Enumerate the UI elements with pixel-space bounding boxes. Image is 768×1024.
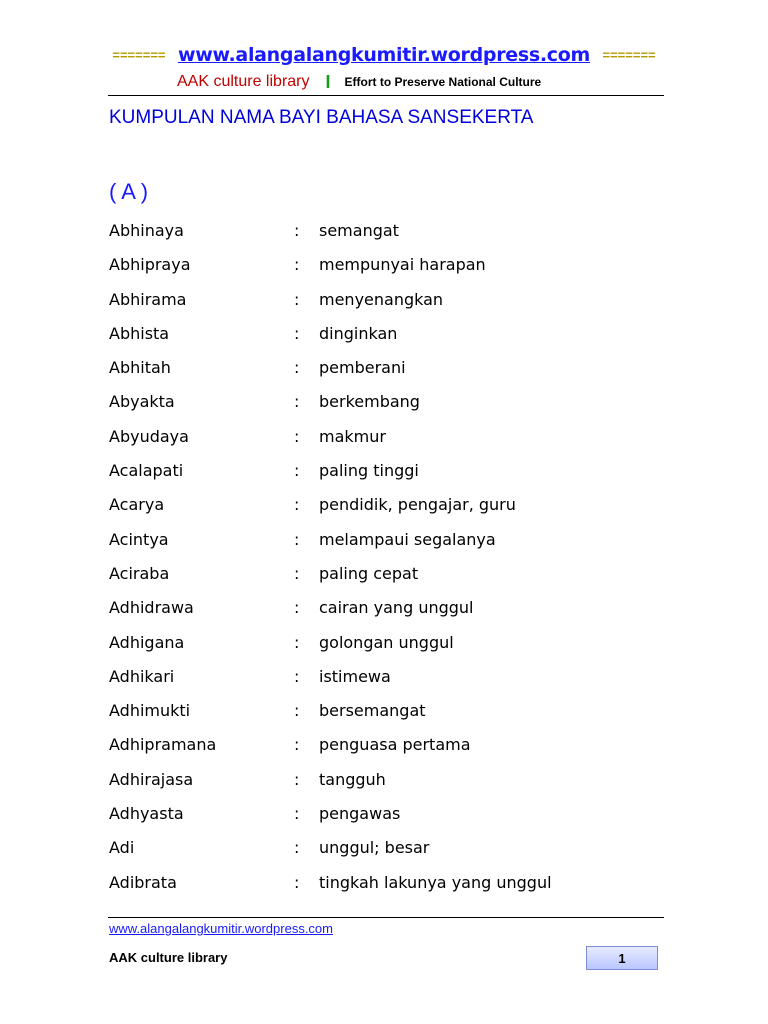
entry-meaning: unggul; besar [319,838,430,858]
list-item [109,355,669,389]
entry-colon: : [294,872,300,892]
footer-divider [108,917,664,918]
list-item [109,767,669,801]
header-decoration-right: ======= [602,47,656,63]
entry-colon: : [294,598,300,618]
list-item [109,458,669,492]
list-item [109,218,669,252]
list-item [109,698,669,732]
entry-name: Adhyasta [109,804,184,824]
entry-colon: : [294,701,300,721]
entry-name: Acintya [109,529,169,549]
entry-colon: : [294,495,300,515]
list-item [109,424,669,458]
entry-name: Abyakta [109,392,175,412]
entry-meaning: dinginkan [319,323,398,343]
entry-meaning: tingkah lakunya yang unggul [319,872,552,892]
list-item [109,801,669,835]
header-tagline: Effort to Preserve National Culture [344,75,542,89]
list-item [109,492,669,526]
entry-name: Abhirama [109,289,187,309]
header-site-link[interactable]: www.alangalangkumitir.wordpress.com [177,44,591,66]
entry-meaning: istimewa [319,666,391,686]
entry-meaning: paling cepat [319,563,419,583]
entry-name: Abyudaya [109,426,189,446]
entry-meaning: melampaui segalanya [319,529,496,549]
entry-name: Abhitah [109,358,171,378]
entry-colon: : [294,426,300,446]
list-item [109,252,669,286]
list-item [109,595,669,629]
entry-colon: : [294,666,300,686]
list-item [109,835,669,869]
entry-name: Abhipraya [109,255,191,275]
entry-meaning: bersemangat [319,701,426,721]
page-number-box [586,946,658,970]
entry-name: Adhidrawa [109,598,194,618]
entry-name: Acarya [109,495,165,515]
list-item [109,389,669,423]
list-item [109,561,669,595]
entry-name: Aciraba [109,563,170,583]
entry-meaning: penguasa pertama [319,735,471,755]
entry-colon: : [294,529,300,549]
entry-meaning: pengawas [319,804,401,824]
entry-meaning: pendidik, pengajar, guru [319,495,516,515]
entry-meaning: golongan unggul [319,632,454,652]
entry-name: Adhimukti [109,701,191,721]
entry-meaning: cairan yang unggul [319,598,474,618]
page-header [0,44,768,66]
header-divider [108,95,664,96]
entry-name: Adhigana [109,632,185,652]
list-item [109,321,669,355]
list-item [109,630,669,664]
entry-meaning: semangat [319,221,399,240]
entry-colon: : [294,563,300,583]
entry-name: Adi [109,838,135,858]
entry-colon: : [294,632,300,652]
entry-meaning: menyenangkan [319,289,444,309]
header-subtitle [177,70,541,94]
entry-colon: : [294,289,300,309]
entry-colon: : [294,735,300,755]
entry-meaning: pemberani [319,358,406,378]
header-separator: I [325,71,331,92]
footer-library-name: AAK culture library [109,950,228,965]
entry-name: Adhipramana [109,735,217,755]
entry-colon: : [294,838,300,858]
entry-meaning: tangguh [319,769,386,789]
library-name: AAK culture library [177,73,310,90]
section-heading: ( A ) [109,179,149,204]
entry-meaning: mempunyai harapan [319,255,486,275]
entry-colon: : [294,255,300,275]
entry-colon: : [294,461,300,481]
list-item [109,870,669,904]
list-item [109,527,669,561]
entry-name: Adibrata [109,872,177,892]
entry-name: Abhinaya [109,221,184,240]
list-item [109,287,669,321]
entry-colon: : [294,804,300,824]
entry-meaning: paling tinggi [319,461,419,481]
entry-colon: : [294,769,300,789]
entry-colon: : [294,323,300,343]
entry-colon: : [294,392,300,412]
header-decoration-left: ======= [112,47,166,63]
list-item [109,732,669,766]
entry-colon: : [294,221,300,240]
entry-colon: : [294,358,300,378]
entry-name: Adhirajasa [109,769,194,789]
entry-meaning: berkembang [319,392,420,412]
entry-meaning: makmur [319,426,386,446]
entry-name: Adhikari [109,666,175,686]
document-title: KUMPULAN NAMA BAYI BAHASA SANSEKERTA [109,107,534,128]
footer-site-link[interactable]: www.alangalangkumitir.wordpress.com [109,921,333,936]
entry-name: Abhista [109,323,170,343]
list-item [109,664,669,698]
name-list [109,218,669,904]
entry-name: Acalapati [109,461,184,481]
page-number: 1 [618,950,626,966]
